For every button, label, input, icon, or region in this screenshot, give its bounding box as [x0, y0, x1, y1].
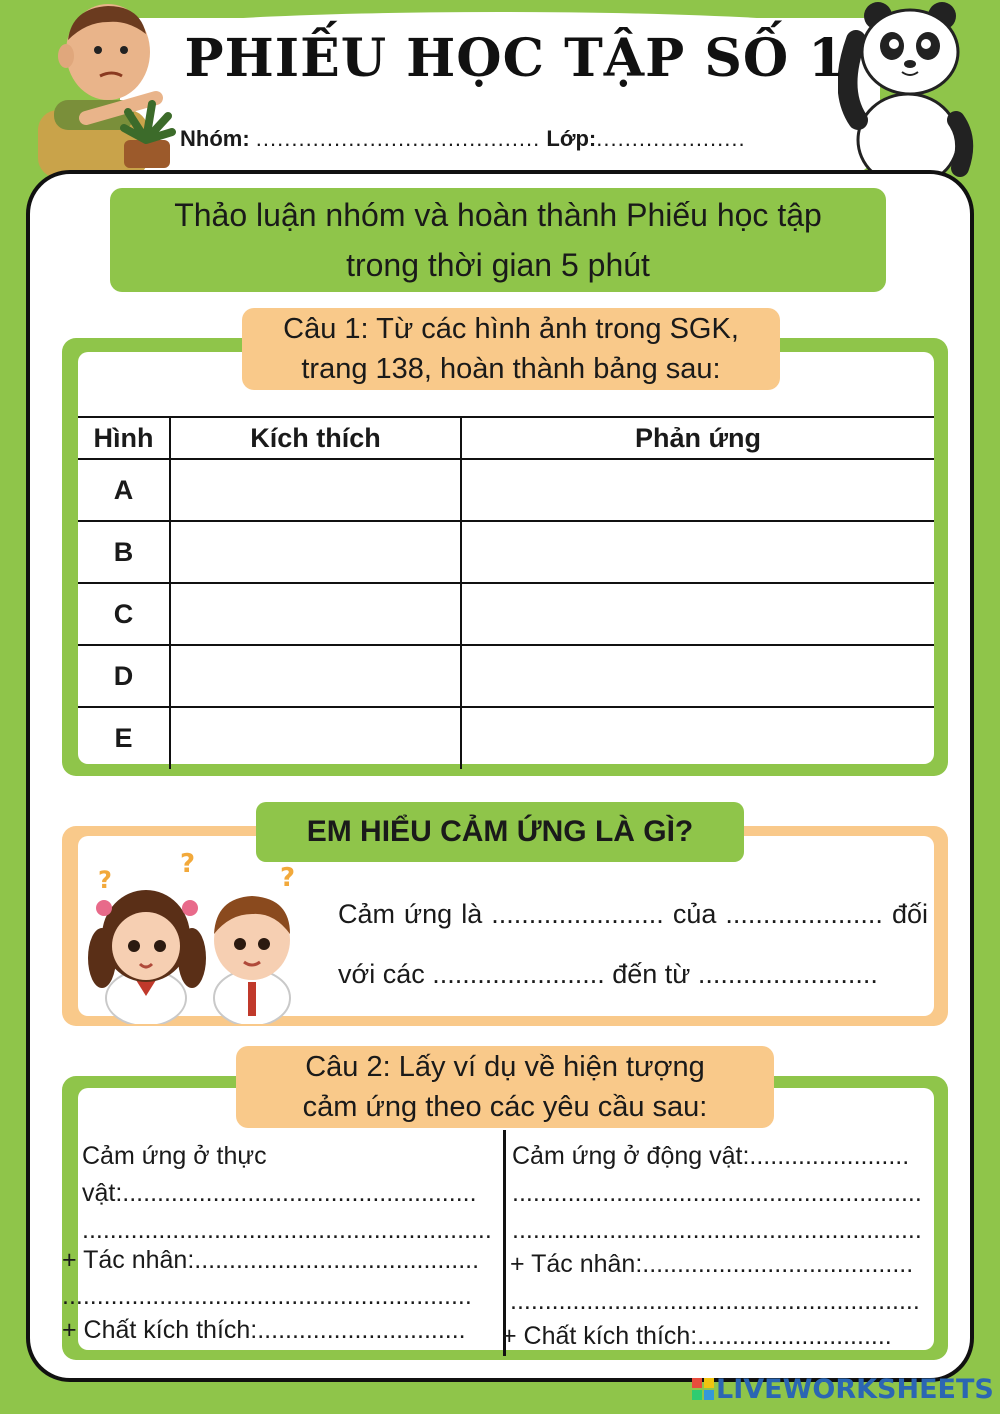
- response-cell-a[interactable]: [461, 459, 934, 521]
- animal-agent-answer-line[interactable]: ...........................................................: [510, 1287, 920, 1315]
- question1-label: [242, 308, 780, 390]
- liveworksheets-logo-icon: [692, 1378, 714, 1400]
- liveworksheets-logo: [692, 1374, 994, 1405]
- stimulus-cell-a[interactable]: [170, 459, 461, 521]
- question1-line-1: Câu 1: Từ các hình ảnh trong SGK,: [283, 313, 739, 345]
- table-row: [78, 459, 934, 521]
- row-label-e: E: [78, 707, 170, 769]
- worksheet-title: PHIẾU HỌC TẬP SỐ 1: [184, 28, 846, 89]
- response-cell-e[interactable]: [461, 707, 934, 769]
- table-row: [78, 707, 934, 769]
- liveworksheets-logo-text: LIVEWORKSHEETS: [716, 1374, 994, 1405]
- svg-text:?: ?: [280, 863, 296, 893]
- column-header-kich-thich: Kích thích: [170, 417, 461, 459]
- stimulus-cell-c[interactable]: [170, 583, 461, 645]
- plant-heading: Cảm ứng ở thực: [82, 1142, 267, 1170]
- animal-answer-line-2[interactable]: ...........................................................: [512, 1216, 922, 1244]
- row-label-d: D: [78, 645, 170, 707]
- group-label: Nhóm:: [180, 126, 250, 151]
- stimulus-cell-b[interactable]: [170, 521, 461, 583]
- animal-agent-line[interactable]: + Tác nhân:.......................................: [510, 1250, 914, 1278]
- column-header-hinh: Hình: [78, 417, 170, 459]
- row-label-b: B: [78, 521, 170, 583]
- plant-stimulant-line[interactable]: + Chất kích thích:..............................: [62, 1316, 466, 1344]
- instruction-line-2: trong thời gian 5 phút: [346, 247, 650, 283]
- instruction-line-1: Thảo luận nhóm và hoàn thành Phiếu học tập: [174, 197, 822, 233]
- row-label-c: C: [78, 583, 170, 645]
- plant-agent-line[interactable]: + Tác nhân:.........................................: [62, 1246, 480, 1274]
- group-input[interactable]: ........................................: [255, 126, 541, 151]
- stimulus-cell-e[interactable]: [170, 707, 461, 769]
- table-header-row: [78, 417, 934, 459]
- animal-heading[interactable]: Cảm ứng ở động vật:.......................: [512, 1142, 910, 1170]
- table-row: [78, 645, 934, 707]
- question2-line-2: cảm ứng theo các yêu cầu sau:: [302, 1091, 708, 1123]
- row-label-a: A: [78, 459, 170, 521]
- boy-with-plant-illustration: [28, 0, 188, 178]
- instruction-banner: [110, 188, 886, 292]
- response-cell-c[interactable]: [461, 583, 934, 645]
- definition-line-1[interactable]: Cảm ứng là ....................... của ..................... đối: [338, 899, 928, 929]
- svg-text:?: ?: [180, 849, 196, 879]
- response-cell-d[interactable]: [461, 645, 934, 707]
- stimulus-response-table: [78, 416, 934, 769]
- table-row: [78, 521, 934, 583]
- column-header-phan-ung: Phản ứng: [461, 417, 934, 459]
- group-class-line: [180, 126, 800, 152]
- stimulus-cell-d[interactable]: [170, 645, 461, 707]
- question2-label: [236, 1046, 774, 1128]
- svg-text:?: ?: [98, 866, 112, 894]
- plant-agent-answer-line[interactable]: ...........................................................: [62, 1282, 472, 1310]
- definition-text: [338, 888, 928, 1008]
- class-label: Lớp:: [546, 126, 597, 151]
- plant-answer-line-2[interactable]: ...........................................................: [82, 1216, 492, 1244]
- table-row: [78, 583, 934, 645]
- plant-answer-line-1[interactable]: vật:...................................................: [82, 1179, 477, 1207]
- question1-line-2: trang 138, hoàn thành bảng sau:: [301, 353, 721, 385]
- class-input[interactable]: .....................: [596, 126, 746, 151]
- definition-heading: EM HIỂU CẢM ỨNG LÀ GÌ?: [256, 802, 744, 862]
- animal-answer-line-1[interactable]: ...........................................................: [512, 1179, 922, 1207]
- response-cell-b[interactable]: [461, 521, 934, 583]
- children-question-illustration: [84, 848, 314, 1024]
- animal-stimulant-line[interactable]: + Chất kích thích:............................: [502, 1322, 892, 1350]
- question2-line-1: Câu 2: Lấy ví dụ về hiện tượng: [305, 1051, 705, 1083]
- definition-line-2[interactable]: với các ....................... đến từ ........................: [338, 959, 878, 989]
